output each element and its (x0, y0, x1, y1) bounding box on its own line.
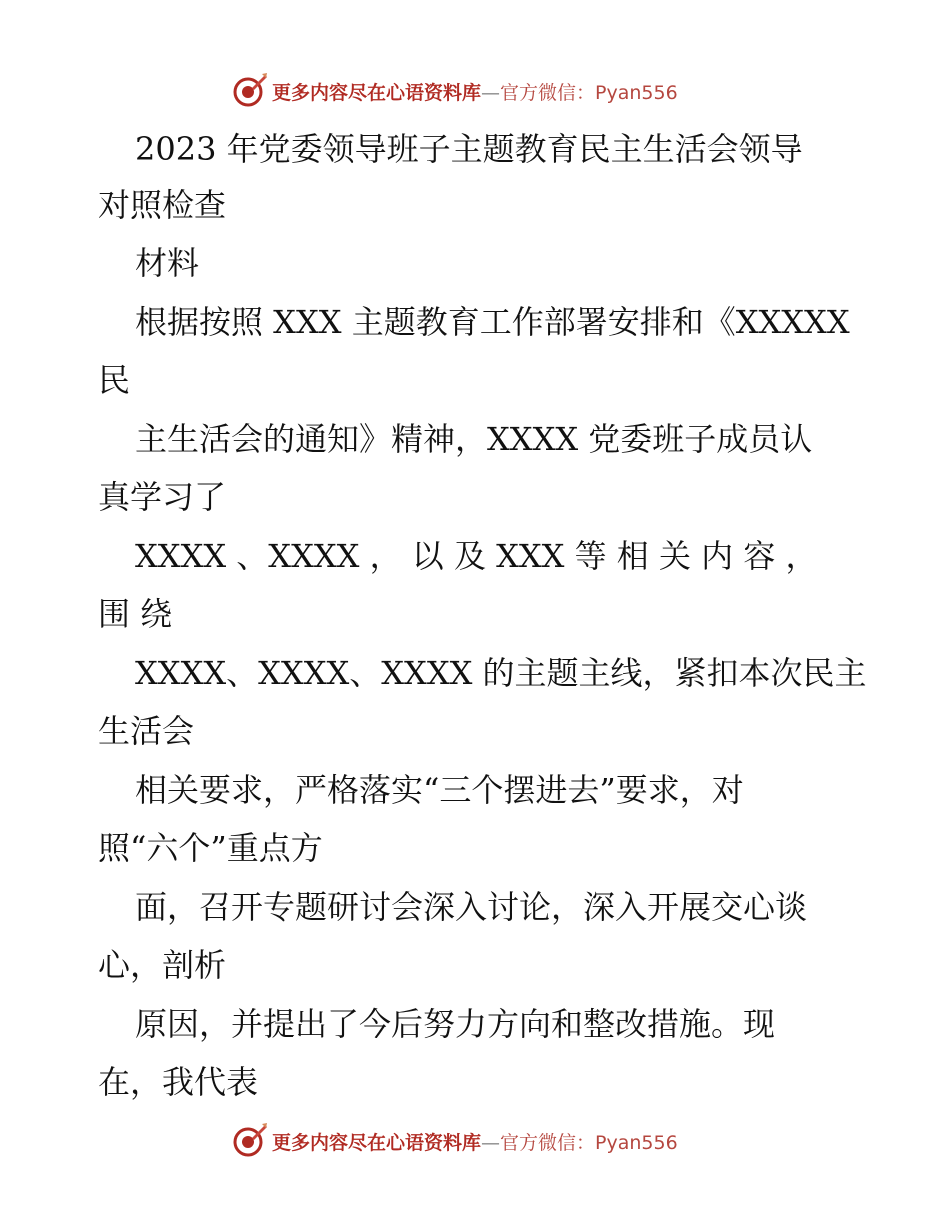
text-line: 真学习了 (98, 478, 227, 516)
text-line: XXXX 、XXXX ， 以 及 XXX 等 相 关 内 容 ， (135, 537, 818, 575)
text-line: 围 绕 (98, 595, 173, 633)
text-line: 生活会 (98, 712, 195, 750)
text-line: 主生活会的通知》精神，XXXX 党委班子成员认 (135, 420, 813, 458)
text-line: 相关要求，严格落实“三个摆进去”要求，对 (135, 771, 744, 809)
watermark-account: Pyan556 (595, 82, 678, 104)
watermark-separator: — (481, 82, 501, 104)
text-line: XXXX、XXXX、XXXX 的主题主线，紧扣本次民主 (135, 654, 867, 692)
pen-logo-icon (232, 72, 268, 108)
text-line: 原因，并提出了今后努力方向和整改措施。现 (135, 1005, 776, 1043)
watermark-banner-bottom (0, 1120, 950, 1160)
text-line: 民 (98, 361, 131, 399)
text-line: 面，召开专题研讨会深入讨论，深入开展交心谈 (135, 888, 808, 926)
watermark-banner-top (0, 70, 950, 110)
text-line: 心，剖析 (98, 946, 227, 984)
watermark-account: Pyan556 (595, 1132, 678, 1154)
text-line: 2023 年党委领导班子主题教育民主生活会领导 (135, 130, 803, 168)
text-line: 对照检查 (98, 186, 227, 224)
text-line: 在，我代表 (98, 1063, 259, 1101)
text-line: 材料 (135, 244, 200, 282)
text-line: 照“六个”重点方 (98, 829, 323, 867)
watermark-site: 更多内容尽在心语资料库 (272, 82, 482, 104)
pen-logo-icon (232, 1122, 268, 1158)
text-line: 根据按照 XXX 主题教育工作部署安排和《XXXXX (135, 303, 850, 341)
watermark-site: 更多内容尽在心语资料库 (272, 1132, 482, 1154)
watermark-label: 官方微信： (500, 1132, 596, 1154)
watermark-separator: — (481, 1132, 501, 1154)
watermark-label: 官方微信： (500, 82, 596, 104)
